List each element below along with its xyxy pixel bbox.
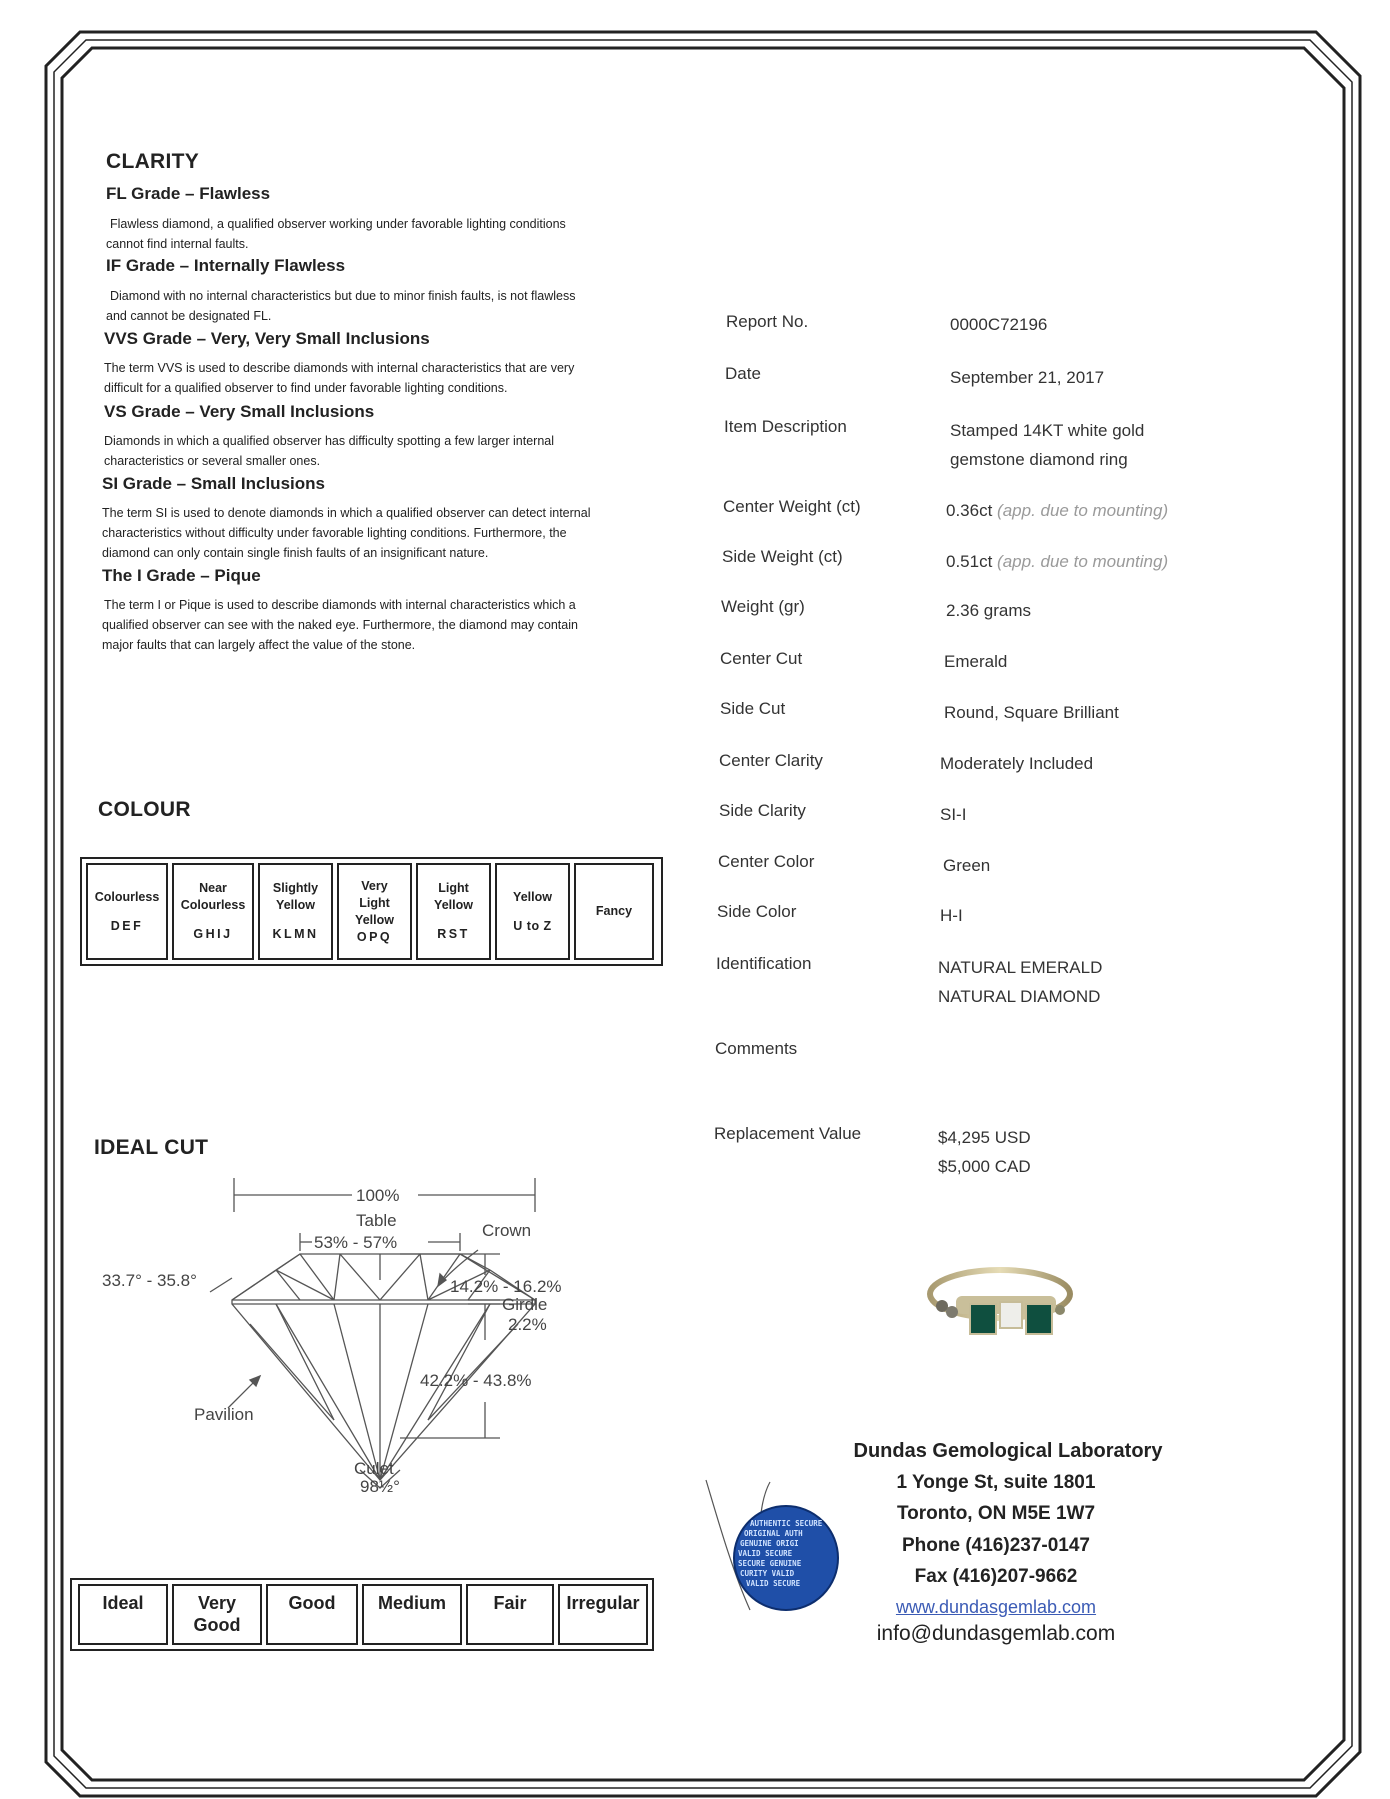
cut-cell-very-good: Very Good: [172, 1584, 262, 1645]
svg-text:GENUINE ORIGI: GENUINE ORIGI: [740, 1539, 799, 1548]
colour-cell-near-colourless: Near Colourless GHIJ: [172, 863, 254, 960]
field-value: H-I: [940, 906, 963, 925]
field-value: 0000C72196: [950, 315, 1048, 334]
field-value: Round, Square Brilliant: [944, 703, 1119, 722]
svg-text:AUTHENTIC SECURE: AUTHENTIC SECURE: [750, 1519, 823, 1528]
cut-cell-ideal: Ideal: [78, 1584, 168, 1645]
diagram-width-pct: 100%: [356, 1186, 400, 1205]
field-label: Identification: [716, 954, 812, 973]
diagram-culet-angle: 98½°: [360, 1477, 400, 1496]
colour-cell-slightly-yellow: Slightly Yellow KLMN: [258, 863, 333, 960]
ring-photo: [916, 1256, 1084, 1360]
diagram-pavilion-depth: 42.2% - 43.8%: [420, 1371, 532, 1390]
svg-text:ORIGINAL AUTH: ORIGINAL AUTH: [744, 1529, 803, 1538]
svg-text:SECURE GENUINE: SECURE GENUINE: [738, 1559, 802, 1568]
security-seal-icon: [700, 1470, 850, 1620]
lab-website-link[interactable]: www.dundasgemlab.com: [895, 1597, 1097, 1617]
cut-cell-medium: Medium: [362, 1584, 462, 1645]
diagram-crown-angle: 33.7° - 35.8°: [102, 1271, 197, 1290]
field-value: 0.36ct (app. due to mounting): [946, 501, 1169, 520]
colour-heading: COLOUR: [98, 798, 191, 821]
lab-address1: 1 Yonge St, suite 1801: [896, 1472, 1096, 1493]
field-value: $4,295 USD $5,000 CAD: [938, 1128, 1031, 1176]
grade-title: FL Grade – Flawless: [106, 184, 271, 203]
field-note: (app. due to mounting): [997, 552, 1169, 571]
cut-cell-good: Good: [266, 1584, 358, 1645]
grade-title: VS Grade – Very Small Inclusions: [104, 402, 375, 421]
diagram-crown-height: 14.2% - 16.2%: [450, 1277, 562, 1296]
diagram-girdle-pct: 2.2%: [508, 1315, 547, 1334]
svg-text:CURITY VALID: CURITY VALID: [740, 1569, 795, 1578]
grade-title: SI Grade – Small Inclusions: [102, 474, 325, 493]
field-value: NATURAL EMERALD NATURAL DIAMOND: [938, 958, 1103, 1006]
field-value: 0.51ct (app. due to mounting): [946, 552, 1169, 571]
diagram-pavilion-label: Pavilion: [194, 1405, 254, 1424]
colour-cell-fancy: Fancy: [574, 863, 654, 960]
lab-phone: Phone (416)237-0147: [902, 1535, 1090, 1556]
grade-title: VVS Grade – Very, Very Small Inclusions: [104, 329, 430, 348]
diagram-table-label: Table: [356, 1211, 397, 1230]
colour-cell-very-light-yellow: Very Light Yellow OPQ: [337, 863, 412, 960]
ideal-cut-heading: IDEAL CUT: [94, 1136, 209, 1159]
colour-cell-yellow: Yellow U to Z: [495, 863, 570, 960]
diagram-crown-label: Crown: [482, 1221, 532, 1240]
field-value: Moderately Included: [940, 754, 1094, 773]
colour-cell-light-yellow: Light Yellow RST: [416, 863, 491, 960]
field-label: Center Cut: [720, 649, 803, 668]
diagram-table-pct: 53% - 57%: [314, 1233, 398, 1252]
lab-address2: Toronto, ON M5E 1W7: [896, 1503, 1096, 1524]
field-label: Comments: [715, 1039, 798, 1058]
field-label: Replacement Value: [714, 1124, 862, 1143]
grade-description: Flawless diamond, a qualified observer working under favorable lighting conditions cannot find internal faults.: [106, 217, 566, 251]
grade-description: The term SI is used to denote diamonds in which a qualified observer can detect internal characteristics without difficulty under favorable lighting conditions. Furthermore, the diamond can only contain single finish faults of an insignificant nature.: [102, 506, 591, 560]
svg-text:VALID SECURE: VALID SECURE: [738, 1549, 793, 1558]
field-label: Center Clarity: [719, 751, 823, 770]
cut-cell-irregular: Irregular: [558, 1584, 648, 1645]
field-value: 2.36 grams: [946, 601, 1032, 620]
field-label: Date: [725, 364, 761, 383]
clarity-heading: CLARITY: [106, 150, 200, 173]
field-label: Item Description: [724, 417, 847, 436]
field-value: SI-I: [940, 805, 967, 824]
field-value: Emerald: [944, 652, 1008, 671]
field-label: Report No.: [726, 312, 809, 331]
field-label: Weight (gr): [721, 597, 805, 616]
cut-grade-scale: [70, 1578, 654, 1651]
field-label: Side Weight (ct): [722, 547, 843, 566]
field-value: Green: [943, 856, 991, 875]
diagram-girdle-label: Girdle: [502, 1295, 548, 1314]
grade-description: Diamond with no internal characteristics but due to minor finish faults, is not flawless and cannot be designated FL.: [106, 289, 576, 323]
field-note: (app. due to mounting): [997, 501, 1169, 520]
svg-text:VALID SECURE: VALID SECURE: [746, 1579, 801, 1588]
colour-cell-colourless: Colourless DEF: [86, 863, 168, 960]
grade-description: The term I or Pique is used to describe diamonds with internal characteristics which a qualified observer can see with the naked eye. Furthermore, the diamond may contain major faults that can largely affect the value of the stone.: [102, 598, 578, 652]
lab-email: info@dundasgemlab.com: [876, 1622, 1116, 1645]
field-value: September 21, 2017: [950, 368, 1105, 387]
field-label: Center Color: [718, 852, 815, 871]
field-value: Stamped 14KT white gold gemstone diamond ring: [950, 421, 1145, 469]
field-label: Side Cut: [720, 699, 786, 718]
grade-title: IF Grade – Internally Flawless: [106, 256, 346, 275]
field-label: Center Weight (ct): [723, 497, 861, 516]
field-label: Side Color: [717, 902, 797, 921]
lab-fax: Fax (416)207-9662: [914, 1566, 1078, 1587]
diagram-culet-label: Culet: [354, 1459, 394, 1478]
ideal-cut-diagram: [90, 1170, 670, 1500]
lab-name: Dundas Gemological Laboratory: [853, 1440, 1163, 1462]
cut-cell-fair: Fair: [466, 1584, 554, 1645]
colour-scale: [80, 857, 663, 966]
grade-description: The term VVS is used to describe diamonds with internal characteristics that are very difficult for a qualified observer to find under favorable lighting conditions.: [104, 361, 575, 395]
grade-title: The I Grade – Pique: [102, 566, 261, 585]
grade-description: Diamonds in which a qualified observer has difficulty spotting a few larger internal characteristics or several smaller ones.: [104, 434, 555, 468]
field-label: Side Clarity: [719, 801, 806, 820]
